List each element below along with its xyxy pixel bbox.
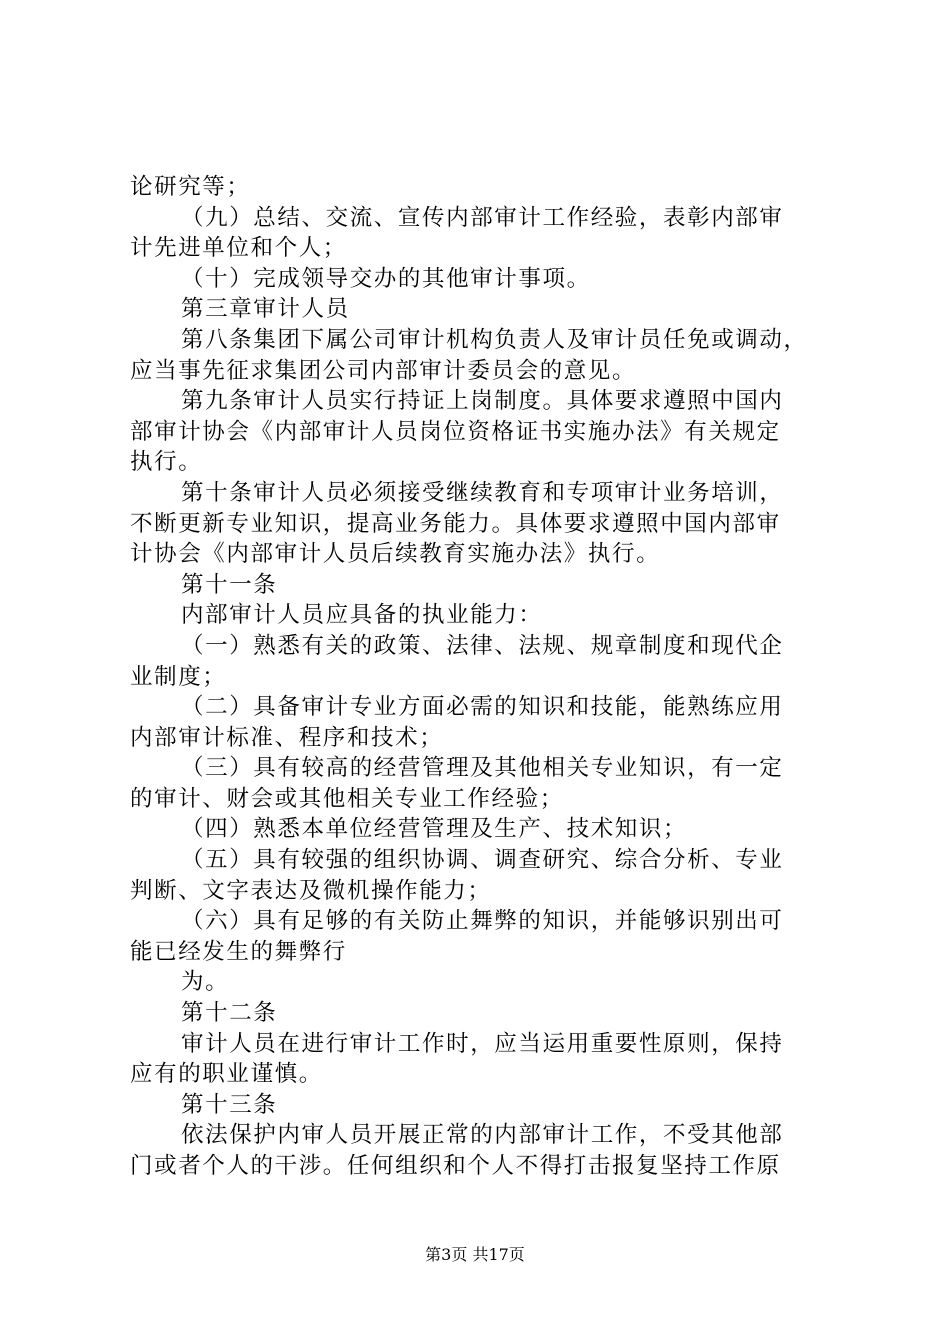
text-line: 业制度；: [130, 663, 227, 690]
text-line: 论研究等；: [130, 174, 251, 200]
text-line: 第九条审计人员实行持证上岗制度。具体要求遵照中国内: [181, 388, 784, 415]
text-line: 内部审计标准、程序和技术；: [130, 724, 444, 751]
text-line: 为。: [181, 969, 230, 996]
text-line: 计协会《内部审计人员后续教育实施办法》执行。: [130, 541, 661, 568]
text-line: （六）具有足够的有关防止舞弊的知识，并能够识别出可: [181, 908, 784, 935]
text-line: 第十二条: [181, 1000, 278, 1027]
text-line: （四）熟悉本单位经营管理及生产、技术知识；: [181, 816, 688, 843]
text-line: 应当事先征求集团公司内部审计委员会的意见。: [130, 357, 637, 384]
document-body: [130, 172, 840, 1182]
text-line: 依法保护内审人员开展正常的内部审计工作，不受其他部: [181, 1122, 784, 1149]
text-line: 应有的职业谨慎。: [130, 1061, 323, 1088]
text-line: （一）熟悉有关的政策、法律、法规、规章制度和现代企: [181, 632, 784, 659]
text-line: （十）完成领导交办的其他审计事项。: [181, 265, 591, 292]
page-footer: 第3页 共17页: [425, 1245, 525, 1264]
text-line: 不断更新专业知识，提高业务能力。具体要求遵照中国内部审: [130, 510, 781, 537]
text-line: 的审计、财会或其他相关专业工作经验；: [130, 785, 564, 812]
text-line: 执行。: [130, 449, 203, 476]
text-line: 部审计协会《内部审计人员岗位资格证书实施办法》有关规定: [130, 418, 781, 445]
text-line: 第三章审计人员: [181, 296, 350, 323]
text-line: 能已经发生的舞弊行: [130, 938, 347, 965]
text-line: 第十条审计人员必须接受继续教育和专项审计业务培训，: [181, 479, 784, 506]
text-line: 判断、文字表达及微机操作能力；: [130, 877, 492, 904]
text-line: 第十三条: [181, 1091, 278, 1118]
text-line: 审计人员在进行审计工作时，应当运用重要性原则，保持: [181, 1030, 784, 1057]
text-line: （二）具备审计专业方面必需的知识和技能，能熟练应用: [181, 694, 784, 721]
text-line: 内部审计人员应具备的执业能力：: [181, 602, 543, 629]
text-line: 计先进单位和个人；: [130, 235, 347, 262]
text-line: （三）具有较高的经营管理及其他相关专业知识，有一定: [181, 755, 784, 782]
text-line: （五）具有较强的组织协调、调查研究、综合分析、专业: [181, 847, 784, 874]
text-line: 门或者个人的干涉。任何组织和个人不得打击报复坚持工作原: [130, 1153, 781, 1179]
text-line: 第八条集团下属公司审计机构负责人及审计员任免或调动，: [181, 326, 808, 353]
text-line: （九）总结、交流、宣传内部审计工作经验，表彰内部审: [181, 204, 784, 231]
text-line: 第十一条: [181, 571, 278, 598]
